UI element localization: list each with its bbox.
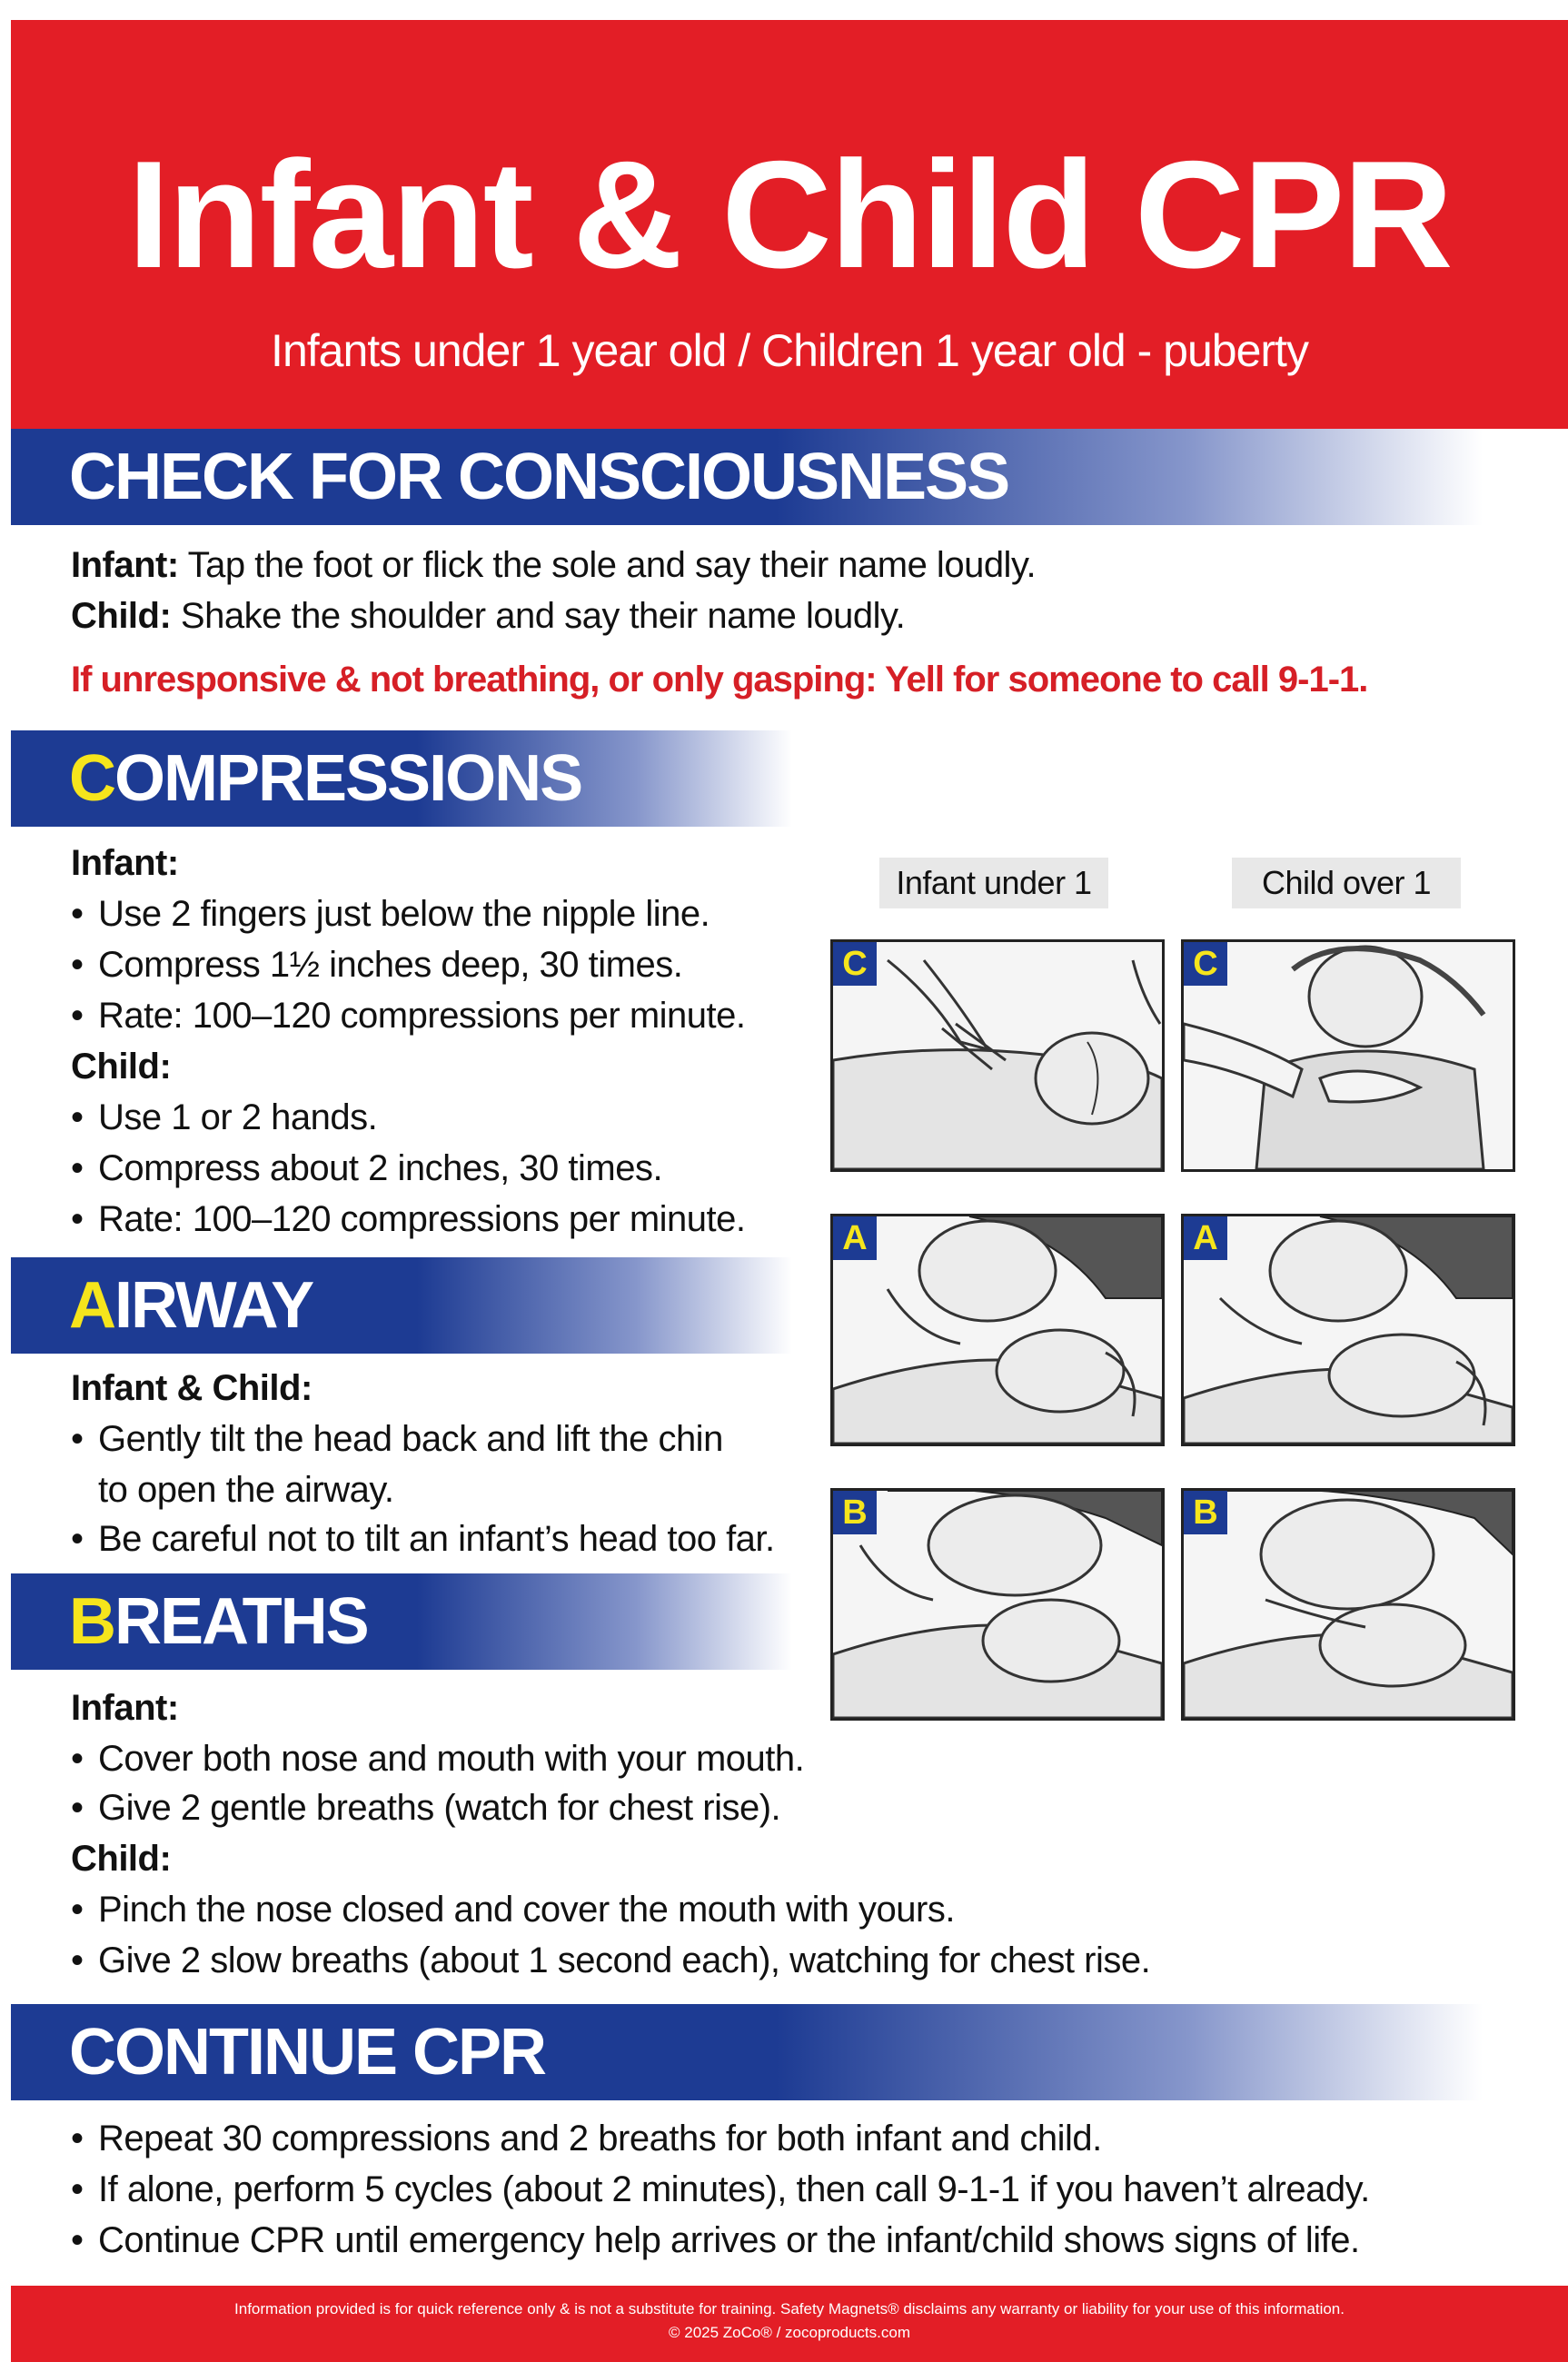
list-item: • Cover both nose and mouth with your mouth.	[71, 1733, 804, 1784]
child-airway-illustration	[1181, 1214, 1515, 1446]
page-title: Infant & Child CPR	[127, 129, 1452, 300]
list-item: • Pinch the nose closed and cover the mouth with yours.	[71, 1884, 955, 1935]
panel-badge-b: B	[1184, 1491, 1227, 1534]
section-heading-continue: CONTINUE CPR	[69, 2016, 546, 2089]
section-heading-consciousness: CHECK FOR CONSCIOUSNESS	[69, 441, 1009, 513]
infant-compressions-illustration	[830, 939, 1165, 1172]
list-item: • Give 2 gentle breaths (watch for chest rise).	[71, 1782, 780, 1833]
list-item: • Continue CPR until emergency help arrives or the infant/child shows signs of life.	[71, 2215, 1360, 2266]
child-head-tilt-sketch-icon	[1184, 1216, 1513, 1444]
compressions-initial: C	[69, 742, 114, 815]
airway-initial: A	[69, 1269, 114, 1342]
list-item: • Use 2 fingers just below the nipple line.	[71, 888, 710, 939]
section-bar-airway	[11, 1257, 792, 1354]
child-compressions-illustration	[1181, 939, 1515, 1172]
infant-chest-sketch-icon	[833, 942, 1162, 1169]
section-heading-breaths	[69, 1584, 368, 1659]
list-item-continuation: to open the airway.	[98, 1470, 394, 1510]
section-bar-compressions	[11, 730, 792, 827]
airway-label: Infant & Child:	[71, 1368, 313, 1408]
list-item: • Use 1 or 2 hands.	[71, 1092, 377, 1143]
list-item: • If alone, perform 5 cycles (about 2 minutes), then call 9-1-1 if you haven’t already.	[71, 2164, 1370, 2215]
footer-banner	[11, 2286, 1568, 2362]
child-breaths-illustration	[1181, 1488, 1515, 1721]
panel-badge-a: A	[833, 1216, 877, 1260]
breaths-initial: B	[69, 1585, 114, 1658]
infant-breaths-illustration	[830, 1488, 1165, 1721]
infant-head-tilt-sketch-icon	[833, 1216, 1162, 1444]
consciousness-infant-label: Infant:	[71, 545, 179, 585]
section-heading-compressions	[69, 741, 581, 816]
list-item: • Compress 1½ inches deep, 30 times.	[71, 939, 682, 990]
section-bar-consciousness	[11, 429, 1483, 525]
section-bar-continue	[11, 2004, 1483, 2100]
infant-column-label: Infant under 1	[879, 858, 1108, 908]
infant-airway-illustration	[830, 1214, 1165, 1446]
child-column-label: Child over 1	[1232, 858, 1461, 908]
infant-rescue-breath-sketch-icon	[833, 1491, 1162, 1718]
list-item: • Gently tilt the head back and lift the chin	[71, 1414, 723, 1464]
section-bar-breaths	[11, 1573, 792, 1670]
airway-rest: IRWAY	[114, 1269, 313, 1342]
breaths-infant-label: Infant:	[71, 1688, 179, 1728]
list-item: • Give 2 slow breaths (about 1 second each), watching for chest rise.	[71, 1935, 1150, 1986]
panel-badge-a: A	[1184, 1216, 1227, 1260]
footer-copyright: © 2025 ZoCo® / zocoproducts.com	[668, 2324, 910, 2341]
consciousness-infant-text: Tap the foot or flick the sole and say their name loudly.	[178, 545, 1037, 585]
consciousness-child-text: Shake the shoulder and say their name loudly.	[171, 596, 906, 636]
section-heading-airway	[69, 1268, 313, 1343]
consciousness-child-label: Child:	[71, 596, 172, 636]
compressions-rest: OMPRESSIONS	[114, 742, 582, 815]
panel-badge-b: B	[833, 1491, 877, 1534]
breaths-rest: REATHS	[114, 1585, 368, 1658]
breaths-child-label: Child:	[71, 1839, 172, 1879]
list-item: • Compress about 2 inches, 30 times.	[71, 1143, 662, 1194]
compressions-child-label: Child:	[71, 1047, 172, 1087]
header-banner	[11, 20, 1568, 429]
warning-text: If unresponsive & not breathing, or only gasping: Yell for someone to call 9-1-1.	[71, 660, 1368, 700]
page-subtitle: Infants under 1 year old / Children 1 year old - puberty	[271, 325, 1308, 376]
list-item: • Repeat 30 compressions and 2 breaths for both infant and child.	[71, 2113, 1102, 2164]
list-item: • Rate: 100–120 compressions per minute.	[71, 1194, 746, 1245]
consciousness-child-line	[71, 590, 905, 641]
child-rescue-breath-sketch-icon	[1184, 1491, 1513, 1718]
footer-disclaimer: Information provided is for quick reference only & is not a substitute for training. Safety Magnets® disclaims any warranty or liability for your use of this information.	[234, 2300, 1345, 2317]
compressions-infant-label: Infant:	[71, 843, 179, 883]
consciousness-infant-line	[71, 540, 1036, 590]
list-item: • Rate: 100–120 compressions per minute.	[71, 990, 746, 1041]
list-item: • Be careful not to tilt an infant’s head too far.	[71, 1513, 775, 1564]
child-chest-sketch-icon	[1184, 942, 1513, 1169]
panel-badge-c: C	[1184, 942, 1227, 986]
panel-badge-c: C	[833, 942, 877, 986]
